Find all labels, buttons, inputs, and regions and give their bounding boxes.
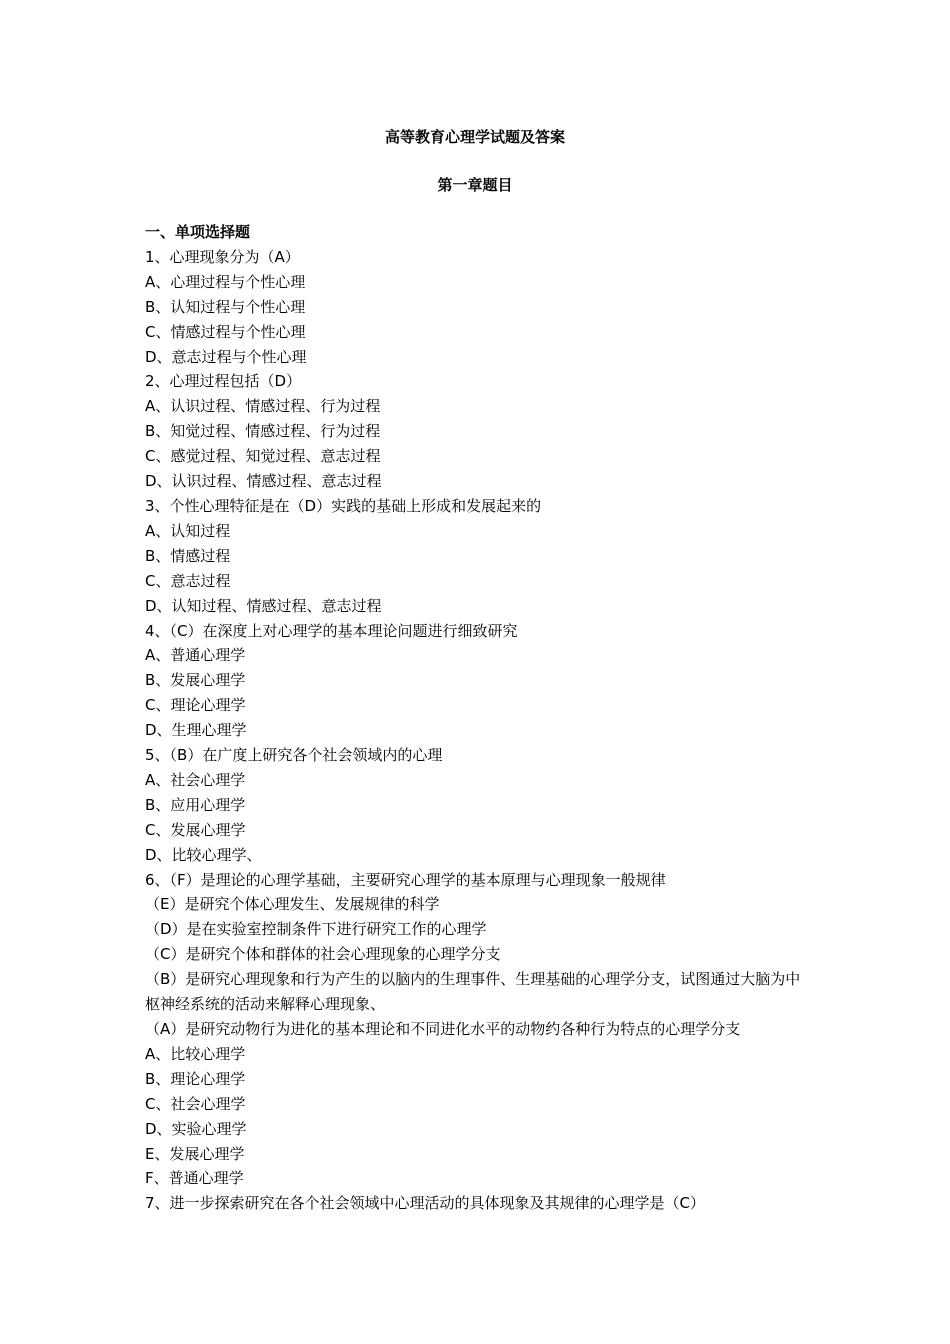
text-line: A、认识过程、情感过程、行为过程 [145,397,381,416]
text-line: A、心理过程与个性心理 [145,272,306,291]
text-line: C、理论心理学 [145,696,246,715]
text-line: C、情感过程与个性心理 [145,322,306,341]
text-line: F、普通心理学 [145,1169,244,1188]
text-line: A、认知过程 [145,521,231,540]
text-line: C、社会心理学 [145,1094,246,1113]
text-line: B、知觉过程、情感过程、行为过程 [145,422,381,441]
text-line: B、发展心理学 [145,671,246,690]
text-line: A、普通心理学 [145,646,246,665]
text-line: 6、（F）是理论的心理学基础，主要研究心理学的基本原理与心理现象一般规律 [145,870,666,889]
text-line: D、认识过程、情感过程、意志过程 [145,472,382,491]
text-line: C、意志过程 [145,571,231,590]
text-line: A、社会心理学 [145,770,246,789]
text-line: B、认知过程与个性心理 [145,297,306,316]
text-line: B、应用心理学 [145,795,246,814]
text-line: 1、心理现象分为（A） [145,247,300,266]
text-line: 3、个性心理特征是在（D）实践的基础上形成和发展起来的 [145,496,542,515]
chapter-title: 第一章题目 [437,176,513,194]
text-line: （B）是研究心理现象和行为产生的以脑内的生理事件、生理基础的心理学分支，试图通过大脑为中枢神经系统的活动来解释心理现象、 [145,970,801,1014]
text-line: E、发展心理学 [145,1144,245,1163]
text-line: D、实验心理学 [145,1119,247,1138]
text-line: D、意志过程与个性心理 [145,347,307,366]
document-body [145,220,815,1216]
section-heading: 一、单项选择题 [145,223,251,241]
text-line: C、发展心理学 [145,820,246,839]
text-line: 7、进一步探索研究在各个社会领域中心理活动的具体现象及其规律的心理学是（C） [145,1194,706,1213]
text-line: C、感觉过程、知觉过程、意志过程 [145,447,381,466]
text-line: D、比较心理学、 [145,845,262,864]
text-line: A、比较心理学 [145,1044,246,1063]
document-title: 高等教育心理学试题及答案 [384,128,565,146]
text-line: 4、（C）在深度上对心理学的基本理论问题进行细致研究 [145,621,518,640]
text-line: （A）是研究动物行为进化的基本理论和不同进化水平的动物约各种行为特点的心理学分支 [145,1020,741,1038]
text-line: 5、（B）在广度上研究各个社会领域内的心理 [145,746,443,765]
text-line: B、理论心理学 [145,1069,246,1088]
text-line: B、情感过程 [145,546,231,565]
text-line: （E）是研究个体心理发生、发展规律的科学 [145,895,440,914]
text-line: D、认知过程、情感过程、意志过程 [145,596,382,615]
text-line: （C）是研究个体和群体的社会心理现象的心理学分支 [145,945,501,964]
text-line: （D）是在实验室控制条件下进行研究工作的心理学 [145,920,487,939]
text-line: 2、心理过程包括（D） [145,372,302,391]
text-line: D、生理心理学 [145,721,247,740]
